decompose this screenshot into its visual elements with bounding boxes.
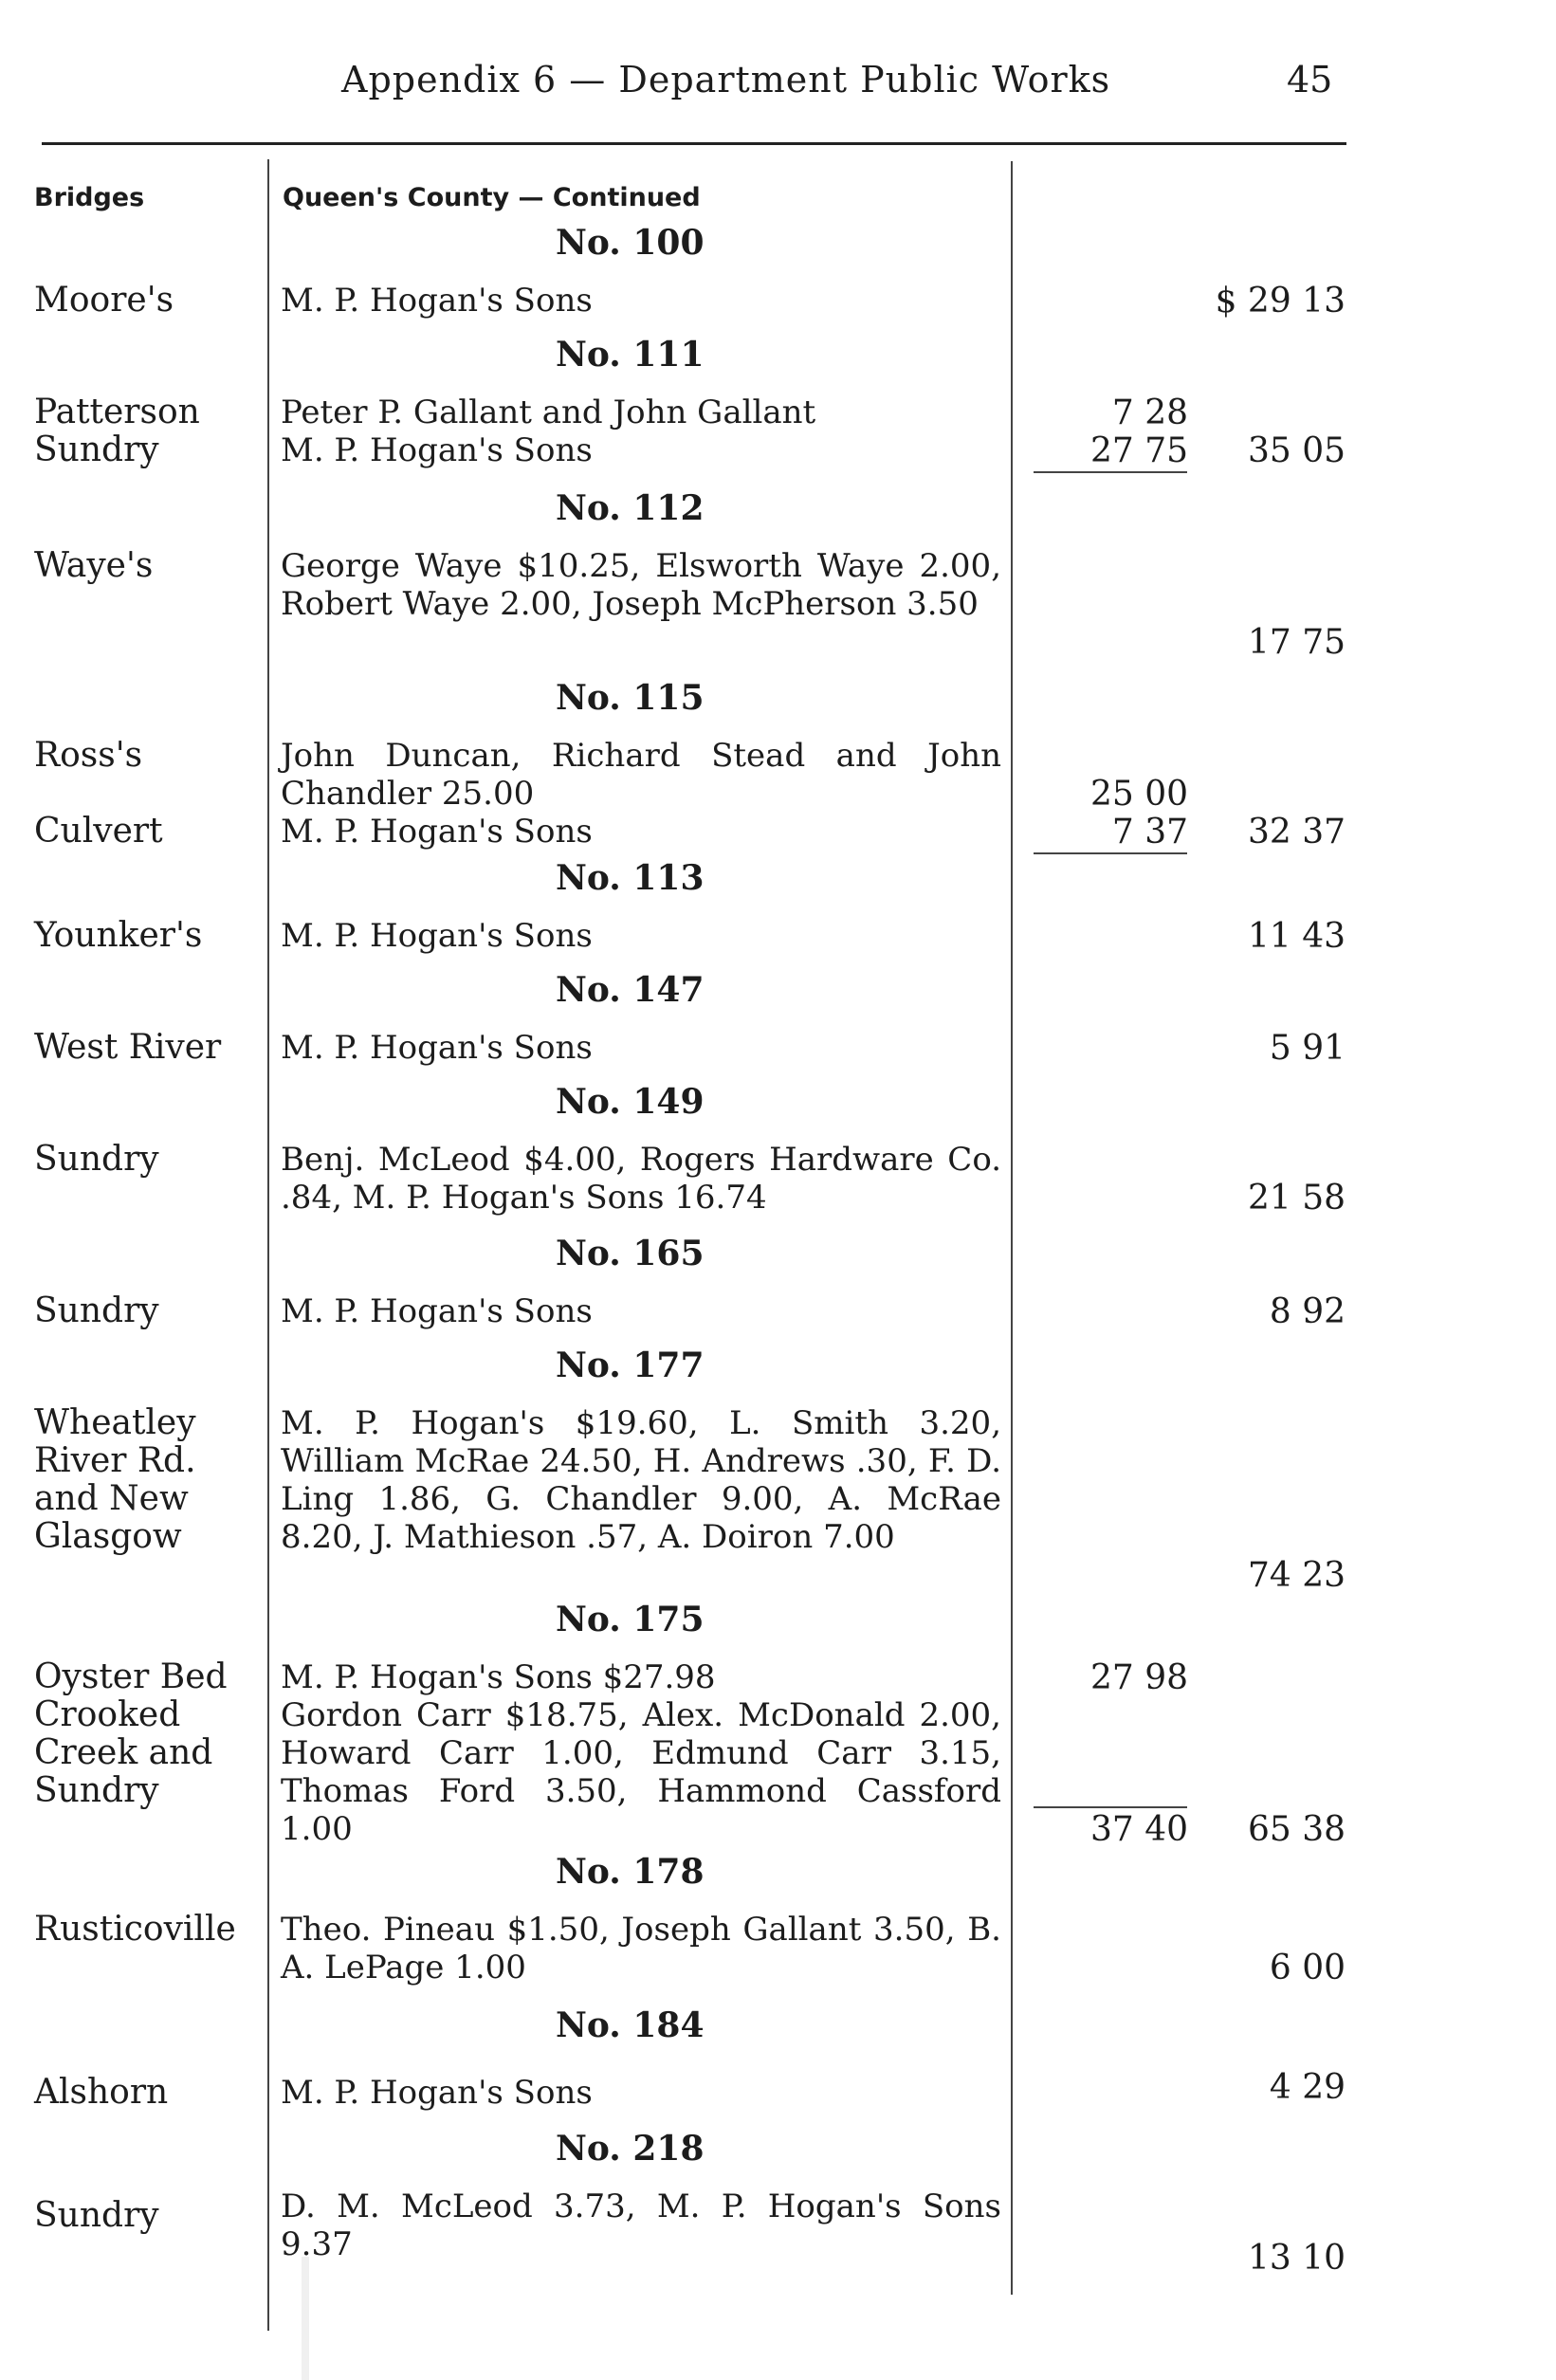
bridge-name: Sundry <box>34 1291 159 1330</box>
entry-description: M. P. Hogan's Sons <box>281 1029 593 1067</box>
entry-description: M. P. Hogan's Sons <box>281 2074 593 2112</box>
entry-total: 4 29 <box>1269 2068 1345 2107</box>
entry-total: 74 23 <box>1247 1556 1345 1595</box>
entry-subtotal: 25 00 <box>1089 775 1188 814</box>
subtotal-rule <box>1034 471 1187 473</box>
list-item <box>0 1852 1556 2005</box>
bridge-name: Wheatley River Rd. and New Glasgow <box>34 1403 196 1556</box>
entry-subtotal: 7 37 <box>1111 813 1188 851</box>
bridge-name: Ross's Culvert <box>34 736 163 851</box>
page-header <box>0 59 1556 116</box>
entry-subtotal: 27 75 <box>1089 431 1188 470</box>
entry-description: M. P. Hogan's Sons <box>281 917 593 955</box>
page-title: Appendix 6 — Department Public Works <box>341 59 1111 101</box>
list-item <box>0 1346 1556 1600</box>
entry-subtotal: 7 28 <box>1111 394 1188 432</box>
entry-total: 35 05 <box>1247 431 1345 470</box>
entry-total: 32 37 <box>1247 813 1345 851</box>
entry-number: No. 149 <box>556 1082 705 1122</box>
bridge-name: Sundry <box>34 1140 159 1179</box>
entry-number: No. 100 <box>556 223 705 263</box>
list-item <box>0 970 1556 1082</box>
bridge-name: Rusticoville <box>34 1910 236 1949</box>
entry-number: No. 177 <box>556 1346 705 1385</box>
subtotal-rule <box>1034 852 1187 854</box>
entry-total: 65 38 <box>1247 1810 1345 1849</box>
entries-list <box>0 223 1556 2280</box>
list-item <box>0 678 1556 858</box>
entry-description: Peter P. Gallant and John Gallant M. P. Hogan's Sons <box>281 394 816 469</box>
list-item <box>0 2005 1556 2129</box>
entry-number: No. 112 <box>556 488 705 528</box>
bridge-name: Patterson Sundry <box>34 393 200 469</box>
list-item <box>0 223 1556 335</box>
entry-description: John Duncan, Richard Stead and John Chandler 25.00 M. P. Hogan's Sons <box>281 737 1001 851</box>
list-item <box>0 1234 1556 1346</box>
entry-description: M. P. Hogan's Sons <box>281 1292 593 1330</box>
list-item <box>0 1600 1556 1852</box>
entry-number: No. 184 <box>556 2005 705 2045</box>
header-rule <box>42 142 1346 145</box>
bridge-name: Alshorn <box>34 2073 169 2112</box>
bridge-name: Younker's <box>34 916 203 955</box>
list-item <box>0 858 1556 970</box>
entry-number: No. 175 <box>556 1600 705 1639</box>
entry-total: 8 92 <box>1269 1292 1345 1331</box>
entry-total: 21 58 <box>1247 1179 1345 1217</box>
subtotal-rule <box>1034 1806 1187 1808</box>
entry-total: 17 75 <box>1247 623 1345 662</box>
entry-description: M. P. Hogan's Sons $27.98 Gordon Carr $18.75, Alex. McDonald 2.00, Howard Carr 1.00, Edmund Carr 3.15, Thomas Ford 3.50, Hammond Cassford 1.00 <box>281 1658 1001 1848</box>
list-item <box>0 335 1556 488</box>
entry-description: D. M. McLeod 3.73, M. P. Hogan's Sons 9.37 <box>281 2188 1001 2263</box>
entry-description: M. P. Hogan's $19.60, L. Smith 3.20, William McRae 24.50, H. Andrews .30, F. D. Ling 1.86, G. Chandler 9.00, A. McRae 8.20, J. Mathieson .57, A. Doiron 7.00 <box>281 1404 1001 1556</box>
column-heading-bridges: Bridges <box>34 183 145 212</box>
bridge-name: Oyster Bed Crooked Creek and Sundry <box>34 1657 228 1810</box>
entry-number: No. 113 <box>556 858 705 898</box>
entry-total: $ 29 13 <box>1215 282 1345 320</box>
bridge-name: Sundry <box>34 2196 159 2235</box>
list-item <box>0 2129 1556 2280</box>
column-heading-county: Queen's County — Continued <box>283 183 701 212</box>
entry-number: No. 218 <box>556 2129 705 2169</box>
entry-description: M. P. Hogan's Sons <box>281 282 593 320</box>
entry-description: Benj. McLeod $4.00, Rogers Hardware Co. .84, M. P. Hogan's Sons 16.74 <box>281 1141 1001 1217</box>
list-item <box>0 1082 1556 1234</box>
entry-number: No. 178 <box>556 1852 705 1892</box>
entry-number: No. 147 <box>556 970 705 1010</box>
page-number: 45 <box>1287 59 1333 101</box>
entry-total: 6 00 <box>1269 1949 1345 1987</box>
entry-number: No. 115 <box>556 678 705 718</box>
entry-number: No. 111 <box>556 335 705 375</box>
entry-total: 11 43 <box>1247 917 1345 956</box>
entry-subtotal: 27 98 <box>1089 1658 1188 1697</box>
entry-total: 13 10 <box>1247 2239 1345 2278</box>
entry-number: No. 165 <box>556 1234 705 1273</box>
bridge-name: Moore's <box>34 281 174 320</box>
entry-subtotal: 37 40 <box>1089 1810 1188 1849</box>
bridge-name: Waye's <box>34 546 154 585</box>
entry-description: George Waye $10.25, Elsworth Waye 2.00, Robert Waye 2.00, Joseph McPherson 3.50 <box>281 547 1001 623</box>
list-item <box>0 488 1556 678</box>
entry-description: Theo. Pineau $1.50, Joseph Gallant 3.50, B. A. LePage 1.00 <box>281 1911 1001 1986</box>
entry-total: 5 91 <box>1269 1029 1345 1068</box>
bridge-name: West River <box>34 1028 222 1067</box>
